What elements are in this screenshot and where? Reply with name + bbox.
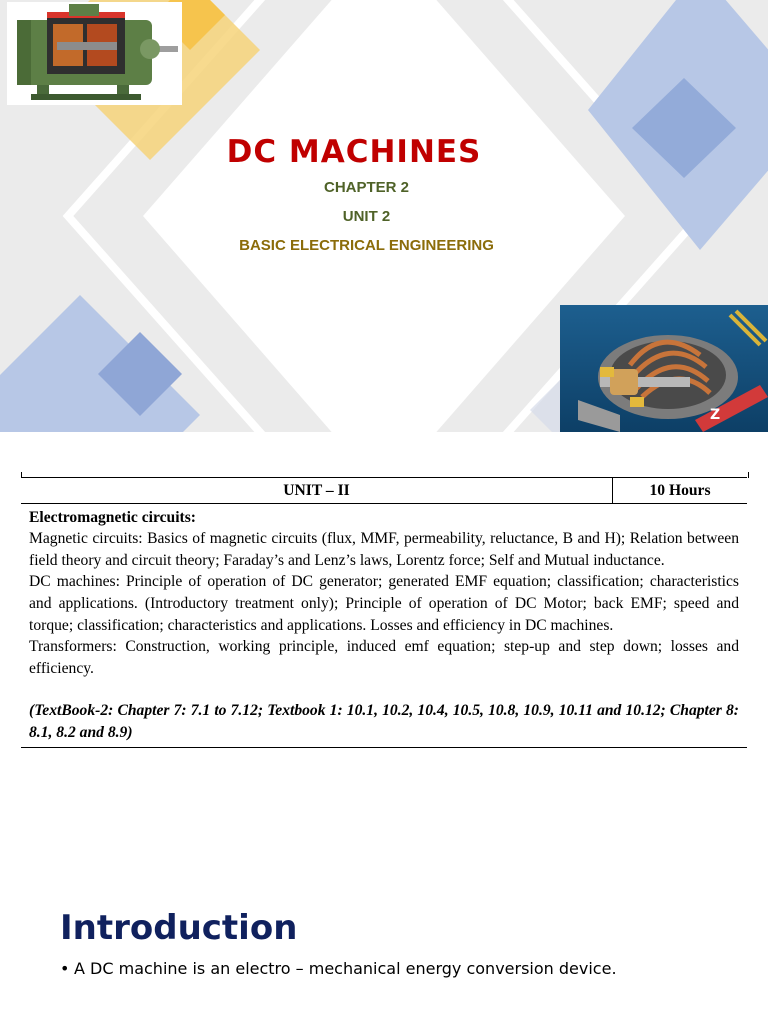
title-slide [0,0,768,432]
spacer [29,679,739,700]
introduction-title: Introduction [60,908,298,948]
paragraph-magnetic-circuits: Magnetic circuits: Basics of magnetic circuits (flux, MMF, permeability, reluctance, B and H); Relation between field theory and circuit theory; Faraday’s and Lenz’s laws, Lorentz force; Self and Mutual inductance. [29,530,739,569]
table-header-row [21,478,747,504]
syllabus-body [21,504,747,747]
bullet-text: A DC machine is an electro – mechanical energy conversion device. [74,959,617,978]
list-item [60,959,617,978]
references-text: (TextBook-2: Chapter 7: 7.1 to 7.12; Textbook 1: 10.1, 10.2, 10.4, 10.5, 10.8, 10.9, 10.11 and 10.12; Chapter 8: 8.1, 8.2 and 8.9) [29,702,739,741]
bullet-icon: • [60,959,70,978]
paragraph-transformers: Transformers: Construction, working principle, induced emf equation; step-up and step down; losses and efficiency. [29,638,739,677]
svg-text:Z: Z [710,407,721,423]
section-heading: Electromagnetic circuits: [29,508,197,526]
slide-title: DC MACHINES [226,134,482,170]
chapter-label: CHAPTER 2 [323,179,409,196]
paragraph-dc-machines: DC machines: Principle of operation of DC generator; generated EMF equation; classification; characteristics and applications. (Introductory treatment only); Principle of operation of DC Motor; back EMF; speed and torque; classification; characteristics and applications. Losses and efficiency in DC machines. [29,573,739,634]
unit-label: UNIT 2 [342,208,391,225]
introduction-slide [0,864,768,1024]
syllabus-slide [0,432,768,864]
syllabus-table [21,477,747,748]
unit-header-cell: UNIT – II [21,478,613,503]
subject-label: BASIC ELECTRICAL ENGINEERING [239,237,494,254]
hours-header-cell: 10 Hours [649,482,711,499]
